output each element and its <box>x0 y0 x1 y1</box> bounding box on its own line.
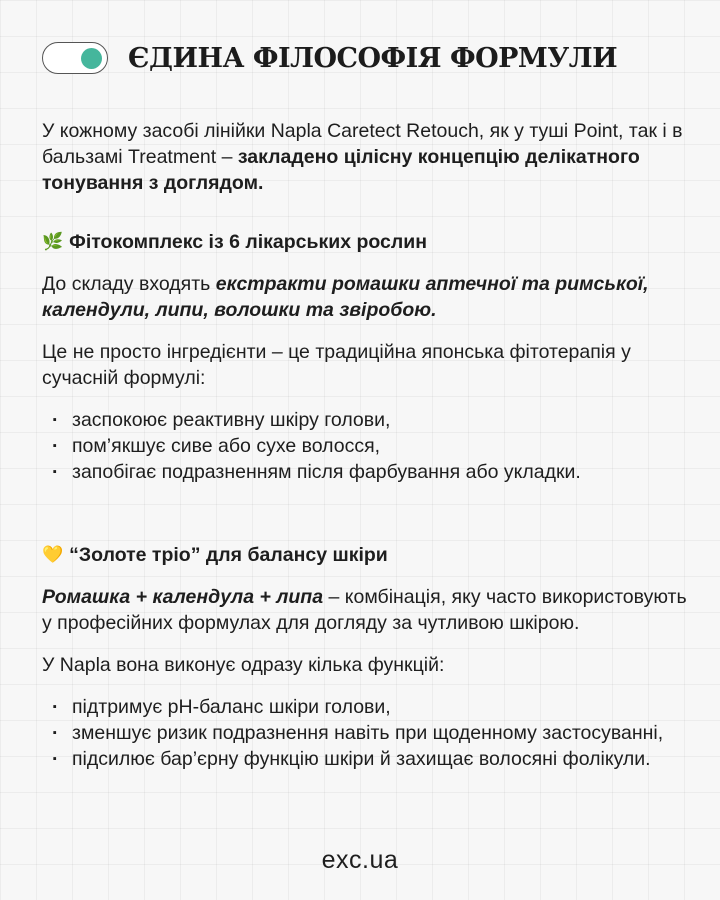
section-2-title <box>42 542 692 568</box>
intro-paragraph <box>42 118 692 196</box>
list-item: · зменшує ризик подразнення навіть при щоденному застосуванні, <box>42 720 692 746</box>
section-1-title-text: Фітокомплекс із 6 лікарських рослин <box>69 231 428 253</box>
herb-icon: 🌿 <box>42 232 64 251</box>
list-item: · підтримує pH-баланс шкіри голови, <box>42 694 692 720</box>
content <box>42 118 692 772</box>
section-1-title <box>42 229 692 255</box>
page-title: ЄДИНА ФІЛОСОФІЯ ФОРМУЛИ <box>128 42 618 74</box>
intro-bold-text: закладено цілісну концепцію делікатного тонування з доглядом. <box>42 146 640 194</box>
list-item: · підсилює бар’єрну функцію шкіри й захищає волосяні фолікули. <box>42 746 692 772</box>
section-1-para-1-emphasis: екстракти ромашки аптечної та римської, календули, липи, волошки та звіробою. <box>42 273 649 321</box>
section-2-para-1 <box>42 584 692 636</box>
section-1-para-1 <box>42 271 692 323</box>
header <box>42 42 617 74</box>
section-1-para-2: Це не просто інгредієнти – це традиційна японська фітотерапія у сучасній формулі: <box>42 341 631 389</box>
list-item: · заспокоює реактивну шкіру голови, <box>42 407 692 433</box>
section-2-para-2: У Napla вона виконує одразу кілька функцій: <box>42 654 445 676</box>
footer-site-link[interactable]: exc.ua <box>321 846 399 874</box>
section-2-para-1-text: – комбінація, яку часто використовують у професійних формулах для догляду за чутливою шкірою. <box>42 586 687 634</box>
section-1-para-1-text: До складу входять <box>42 273 216 295</box>
list-item: · пом’якшує сиве або сухе волосся, <box>42 433 692 459</box>
yellow-heart-icon: 💛 <box>42 545 64 564</box>
list-item: · запобігає подразненням після фарбування або укладки. <box>42 459 692 485</box>
section-1-bullet-list <box>42 407 692 485</box>
toggle-knob <box>81 48 102 69</box>
toggle-switch <box>42 42 108 74</box>
section-2-bullet-list <box>42 694 692 772</box>
section-2-para-1-emphasis: Ромашка + календула + липа <box>42 586 324 608</box>
section-2-title-text: “Золоте тріо” для балансу шкіри <box>69 544 388 566</box>
intro-text: У кожному засобі лінійки Napla Caretect Retouch, як у туші Point, так і в бальзамі Treatment – <box>42 120 683 168</box>
